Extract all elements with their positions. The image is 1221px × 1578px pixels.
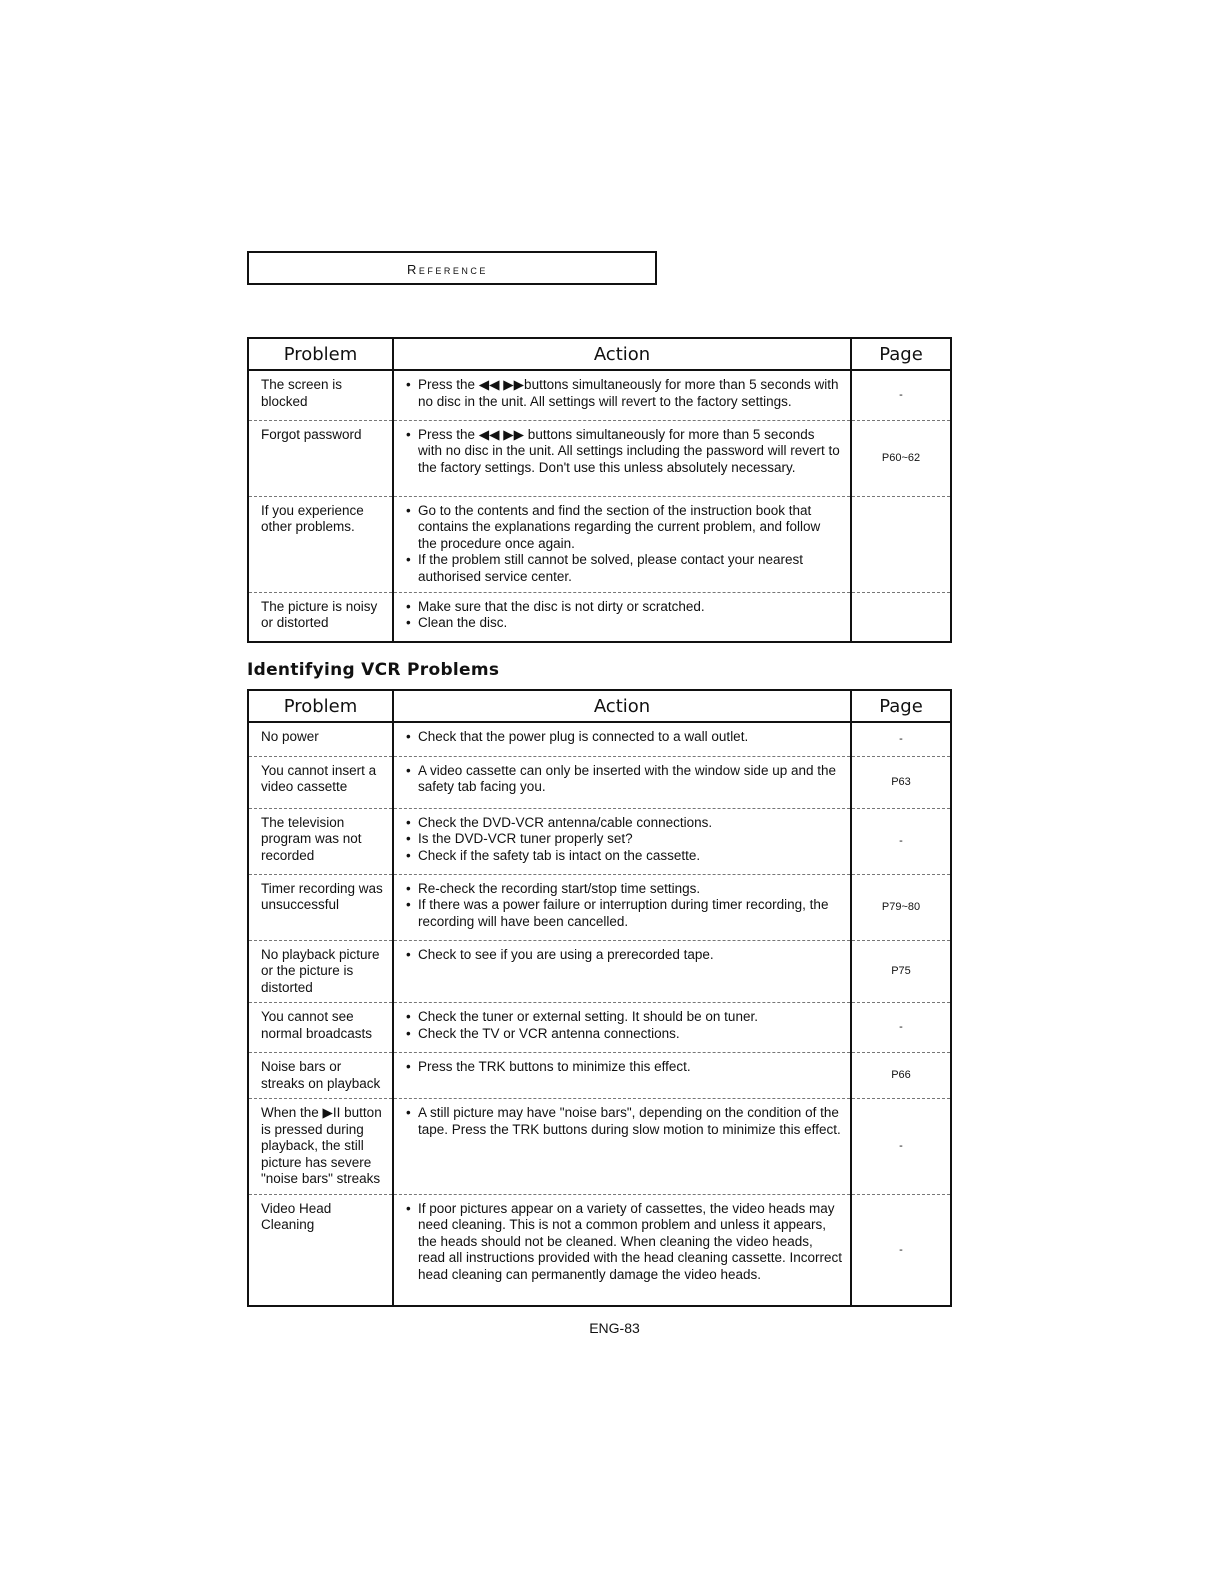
- problem-column-header: Problem: [248, 690, 393, 722]
- action-text: Check that the power plug is connected to a wall outlet.: [418, 729, 749, 744]
- page-cell: -: [851, 808, 951, 874]
- table-row: [248, 496, 951, 592]
- problem-cell: No power: [248, 722, 393, 756]
- bullet-icon: •: [406, 831, 411, 846]
- action-bullet: [406, 377, 842, 410]
- bullet-icon: •: [406, 1059, 411, 1074]
- table-row: [248, 1099, 951, 1195]
- action-cell: [393, 722, 851, 756]
- action-text: Check the DVD-VCR antenna/cable connections.: [418, 814, 713, 830]
- action-bullet: [406, 615, 842, 632]
- action-text: Press the ◀◀ ▶▶ buttons simultaneously for more than 5 seconds with no disc in the unit. All settings including the password will revert to the factory settings. Don't use this unless absolutely necessary.: [418, 426, 840, 475]
- problem-cell: Video Head Cleaning: [248, 1194, 393, 1306]
- action-text: Check the tuner or external setting. It should be on tuner.: [418, 1009, 758, 1024]
- action-column-header: Action: [393, 690, 851, 722]
- page-cell: P60~62: [851, 420, 951, 496]
- action-text: Is the DVD-VCR tuner properly set?: [418, 831, 633, 846]
- page-cell: P66: [851, 1053, 951, 1099]
- action-text: Go to the contents and find the section of the instruction book that contains the explanations regarding the current problem, and follow the procedure once again.: [418, 502, 821, 551]
- problem-cell: No playback picture or the picture is distorted: [248, 940, 393, 1003]
- problem-cell: The screen is blocked: [248, 370, 393, 420]
- action-bullet: [406, 552, 842, 585]
- problem-cell: You cannot see normal broadcasts: [248, 1003, 393, 1053]
- page-cell: -: [851, 1194, 951, 1306]
- problem-cell: You cannot insert a video cassette: [248, 756, 393, 808]
- table-row: [248, 592, 951, 642]
- problem-cell: Forgot password: [248, 420, 393, 496]
- page-cell: P63: [851, 756, 951, 808]
- table-row: [248, 370, 951, 420]
- bullet-icon: •: [406, 1025, 411, 1041]
- action-text: Clean the disc.: [418, 615, 508, 630]
- bullet-icon: •: [406, 552, 411, 567]
- action-bullet: [406, 503, 842, 553]
- table-row: [248, 940, 951, 1003]
- action-bullet: [406, 947, 842, 964]
- problem-cell: Noise bars or streaks on playback: [248, 1053, 393, 1099]
- action-bullet: [406, 729, 842, 746]
- table-row: [248, 420, 951, 496]
- action-bullet: [406, 763, 842, 796]
- bullet-icon: •: [406, 847, 411, 863]
- bullet-icon: •: [406, 1200, 411, 1216]
- problem-cell: The picture is noisy or distorted: [248, 592, 393, 642]
- page-cell: -: [851, 1003, 951, 1053]
- action-text: Check to see if you are using a prerecorded tape.: [418, 946, 714, 962]
- action-bullet: [406, 881, 842, 898]
- problem-column-header: Problem: [248, 338, 393, 370]
- action-bullet: [406, 831, 842, 848]
- bullet-icon: •: [406, 615, 411, 630]
- action-text: Re-check the recording start/stop time settings.: [418, 880, 701, 896]
- bullet-icon: •: [406, 762, 411, 778]
- problem-cell: The television program was not recorded: [248, 808, 393, 874]
- action-bullet: [406, 897, 842, 930]
- table-row: [248, 722, 951, 756]
- action-cell: [393, 420, 851, 496]
- dvd-problems-table: [247, 337, 952, 643]
- action-text: Press the ◀◀ ▶▶buttons simultaneously for more than 5 seconds with no disc in the unit. All settings will revert to the factory settings.: [418, 377, 839, 409]
- action-cell: [393, 874, 851, 940]
- page-number: ENG-83: [589, 1320, 640, 1336]
- action-bullet: [406, 1009, 842, 1026]
- action-text: A still picture may have "noise bars", depending on the condition of the tape. Press the TRK buttons during slow motion to minimize this effect.: [418, 1105, 841, 1137]
- action-cell: [393, 370, 851, 420]
- page-cell: P79~80: [851, 874, 951, 940]
- action-cell: [393, 496, 851, 592]
- action-bullet: [406, 815, 842, 832]
- action-text: Check if the safety tab is intact on the cassette.: [418, 847, 701, 863]
- action-bullet: [406, 1201, 842, 1284]
- action-bullet: [406, 848, 842, 865]
- bullet-icon: •: [406, 880, 411, 896]
- vcr-problems-table: [247, 689, 952, 1307]
- action-cell: [393, 808, 851, 874]
- problem-cell: Timer recording was unsuccessful: [248, 874, 393, 940]
- bullet-icon: •: [406, 1009, 411, 1024]
- action-text: Press the TRK buttons to minimize this effect.: [418, 1059, 691, 1074]
- action-cell: [393, 1003, 851, 1053]
- action-bullet: [406, 1059, 842, 1076]
- action-bullet: [406, 1105, 842, 1138]
- action-text: Check the TV or VCR antenna connections.: [418, 1025, 680, 1041]
- action-text: If poor pictures appear on a variety of cassettes, the video heads may need cleaning. This is not a common problem and unless it appears, the heads should not be cleaned. When cleaning the video heads, read all instructions provided with the head cleaning cassette. Incorrect head cleaning can permanently damage the video heads.: [418, 1200, 842, 1282]
- reference-header-title: Reference: [407, 262, 488, 277]
- bullet-icon: •: [406, 1105, 411, 1120]
- action-cell: [393, 1099, 851, 1195]
- page-cell: P75: [851, 940, 951, 1003]
- page-column-header: Page: [851, 338, 951, 370]
- table-row: [248, 1053, 951, 1099]
- bullet-icon: •: [406, 426, 411, 442]
- bullet-icon: •: [406, 897, 411, 912]
- action-cell: [393, 756, 851, 808]
- bullet-icon: •: [406, 814, 411, 830]
- bullet-icon: •: [406, 598, 411, 614]
- table-row: [248, 874, 951, 940]
- problem-cell: When the ▶II button is pressed during playback, the still picture has severe "noise bars" streaks: [248, 1099, 393, 1195]
- action-cell: [393, 940, 851, 1003]
- bullet-icon: •: [406, 946, 411, 962]
- page-cell: -: [851, 1099, 951, 1195]
- table-row: [248, 756, 951, 808]
- section-title: Identifying VCR Problems: [247, 660, 500, 680]
- page-cell: [851, 496, 951, 592]
- action-text: A video cassette can only be inserted with the window side up and the safety tab facing you.: [418, 762, 837, 794]
- action-text: Make sure that the disc is not dirty or scratched.: [418, 598, 705, 614]
- problem-cell: If you experience other problems.: [248, 496, 393, 592]
- action-bullet: [406, 599, 842, 616]
- table-row: [248, 1003, 951, 1053]
- action-text: If the problem still cannot be solved, please contact your nearest authorised service center.: [418, 552, 803, 584]
- page-column-header: Page: [851, 690, 951, 722]
- table-row: [248, 808, 951, 874]
- action-column-header: Action: [393, 338, 851, 370]
- action-cell: [393, 592, 851, 642]
- bullet-icon: •: [406, 502, 411, 518]
- reference-header-box: [247, 251, 657, 285]
- page-cell: [851, 592, 951, 642]
- bullet-icon: •: [406, 377, 411, 392]
- page-cell: -: [851, 370, 951, 420]
- table-row: [248, 1194, 951, 1306]
- bullet-icon: •: [406, 729, 411, 744]
- action-cell: [393, 1053, 851, 1099]
- action-text: If there was a power failure or interruption during timer recording, the recording will have been cancelled.: [418, 897, 829, 929]
- action-cell: [393, 1194, 851, 1306]
- page-cell: -: [851, 722, 951, 756]
- action-bullet: [406, 427, 842, 477]
- action-bullet: [406, 1026, 842, 1043]
